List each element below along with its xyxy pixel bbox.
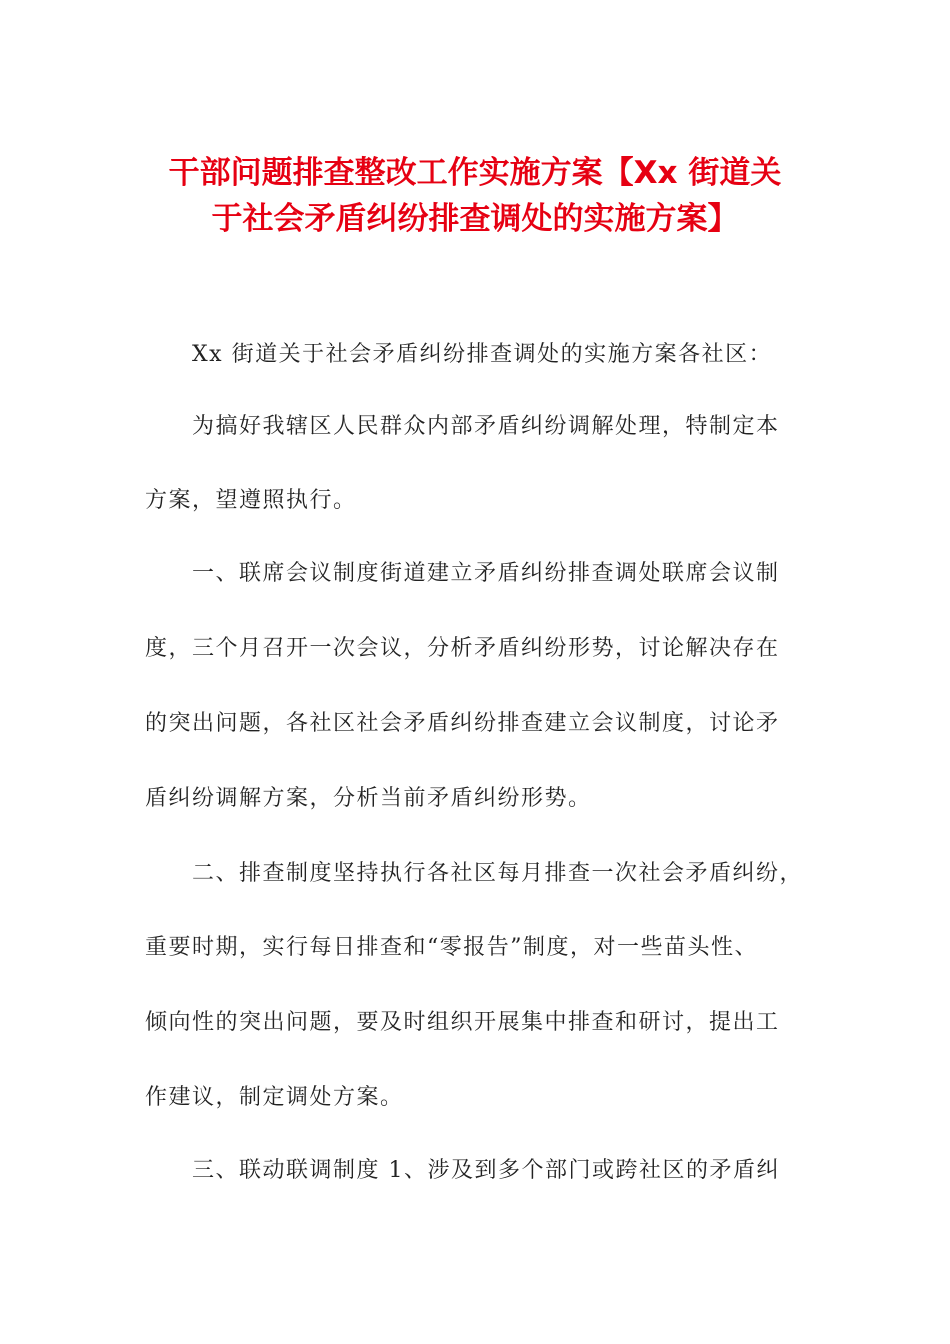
body-line-7: 盾纠纷调解方案，分析当前矛盾纠纷形势。	[145, 786, 592, 811]
body-line-2: 为搞好我辖区人民群众内部矛盾纠纷调解处理，特制定本	[192, 414, 780, 439]
body-line-1: Xx 街道关于社会矛盾纠纷排查调处的实施方案各社区：	[192, 342, 773, 367]
body-line-3: 方案，望遵照执行。	[145, 488, 357, 513]
body-line-9: 重要时期，实行每日排查和“零报告”制度，对一些苗头性、	[145, 935, 758, 960]
document-title-line-2: 于社会矛盾纠纷排查调处的实施方案】	[211, 201, 739, 237]
body-line-8: 二、排查制度坚持执行各社区每月排查一次社会矛盾纠纷，	[192, 861, 804, 886]
body-line-10: 倾向性的突出问题，要及时组织开展集中排查和研讨，提出工	[145, 1010, 780, 1035]
document-title-line-1: 干部问题排查整改工作实施方案【Xx 街道关	[168, 155, 782, 191]
body-line-12: 三、联动联调制度 1、涉及到多个部门或跨社区的矛盾纠	[192, 1158, 780, 1183]
body-line-6: 的突出问题，各社区社会矛盾纠纷排查建立会议制度，讨论矛	[145, 711, 780, 736]
body-line-4: 一、联席会议制度街道建立矛盾纠纷排查调处联席会议制	[192, 561, 780, 586]
body-line-5: 度，三个月召开一次会议，分析矛盾纠纷形势，讨论解决存在	[145, 636, 780, 661]
body-line-11: 作建议，制定调处方案。	[145, 1085, 404, 1110]
